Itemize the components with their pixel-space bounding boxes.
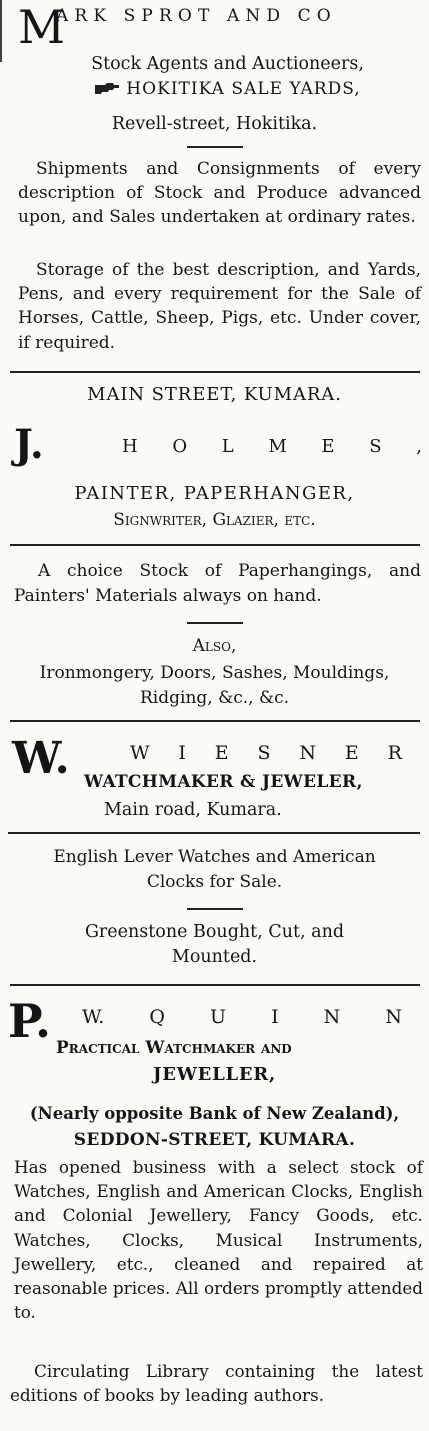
trade-line: PAINTER, PAPERHANGER, — [74, 483, 355, 504]
address: Main road, Kumara. — [104, 800, 282, 820]
name-letter: M — [268, 436, 287, 457]
name-letter: R — [387, 742, 402, 764]
business-paragraph: Has opened business with a select stock of Watches, English and American Clocks, English and Colonial Jewellery, Fancy Goods, etc. Watches, Clocks, Musical Instruments, Jewellery, etc., cleaned and repaired at reasonable prices. All orders promptly attended to. — [14, 1157, 423, 1323]
name-letter: U — [209, 1006, 226, 1028]
name-letter: H — [122, 436, 138, 457]
stock-paragraph: A choice Stock of Paperhangings, and Painters' Materials always on hand. — [14, 561, 421, 606]
name-letter: W — [130, 742, 150, 764]
name-letter: S — [369, 436, 382, 457]
location-header: MAIN STREET, KUMARA. — [87, 384, 342, 405]
divider — [10, 544, 420, 546]
drop-letter: M — [18, 0, 66, 54]
name-letter: N — [323, 1006, 341, 1028]
firm-trade: Stock Agents and Auctioneers, — [91, 54, 364, 74]
name-letter: L — [221, 436, 234, 457]
sale-yards-line — [30, 79, 425, 99]
name-letter: Q — [149, 1006, 165, 1028]
name-letter: W. — [82, 1006, 105, 1028]
name-letter: I — [271, 1006, 279, 1028]
name-letter: I — [178, 742, 186, 764]
ad-separator — [10, 720, 420, 722]
storage-paragraph: Storage of the best description, and Yards, Pens, and every requirement for the Sale of Horses, Cattle, Sheep, Pigs, etc. Under cover, if required. — [18, 260, 421, 353]
trade-line-2: JEWELLER, — [153, 1064, 276, 1085]
divider — [187, 146, 243, 148]
shipments-paragraph: Shipments and Consignments of every description of Stock and Produce advanced upon, and Sales undertaken at ordinary rates. — [18, 159, 421, 228]
business-name — [122, 436, 422, 457]
name-letter: E — [321, 436, 335, 457]
name-letter: S — [257, 742, 271, 764]
column-border — [0, 0, 2, 62]
sale-yards-text: HOKITIKA SALE YARDS, — [126, 79, 361, 99]
name-letter: N — [299, 742, 317, 764]
ad-separator — [10, 984, 420, 986]
trade-line: Practical Watchmaker and — [56, 1038, 292, 1058]
firm-name: ARK SPROT AND CO — [56, 6, 337, 26]
drop-letter: P. — [8, 994, 51, 1048]
address: Revell-street, Hokitika. — [111, 114, 318, 134]
trade-line-2: Signwriter, Glazier, etc. — [113, 510, 316, 530]
watches-line-1: English Lever Watches and American — [53, 847, 376, 867]
watches-line-2: Clocks for Sale. — [146, 872, 283, 892]
drop-letter: W. — [12, 733, 70, 784]
trade-line: WATCHMAKER & JEWELER, — [84, 772, 363, 792]
name-letter: E — [214, 742, 229, 764]
pointing-hand-icon — [94, 82, 120, 95]
business-name — [82, 1006, 402, 1028]
also-label: Also, — [192, 636, 237, 656]
business-name — [130, 742, 402, 764]
name-letter: N — [385, 1006, 402, 1028]
name-letter: E — [344, 742, 359, 764]
divider — [187, 908, 243, 910]
greenstone-line-2: Mounted. — [171, 947, 258, 967]
divider — [8, 832, 420, 834]
ironmongery-paragraph: Ironmongery, Doors, Sashes, Mouldings, Ridging, &c., &c. — [39, 663, 390, 708]
location-line: (Nearly opposite Bank of New Zealand), — [29, 1104, 400, 1123]
name-letter: , — [416, 436, 422, 457]
greenstone-line-1: Greenstone Bought, Cut, and — [84, 922, 345, 942]
ad-separator — [10, 371, 420, 373]
name-letter: O — [172, 436, 188, 457]
drop-letter: J. — [14, 421, 44, 468]
street-line: SEDDON-STREET, KUMARA. — [73, 1130, 356, 1150]
library-paragraph: Circulating Library containing the latest editions of books by leading authors. — [10, 1361, 423, 1405]
divider — [187, 622, 243, 624]
